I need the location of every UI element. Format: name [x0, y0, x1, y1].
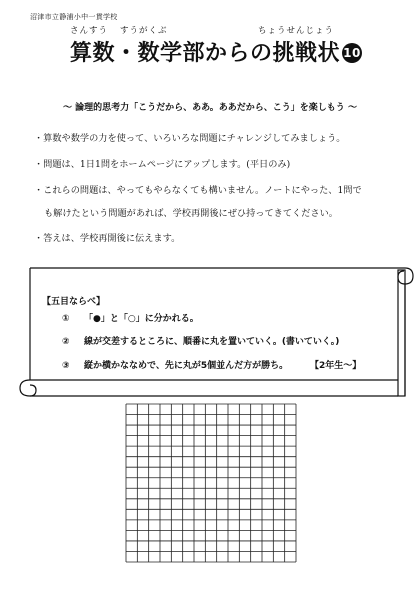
gomoku-board[interactable] [125, 403, 297, 563]
title-ruby-sansu: さんすう [70, 26, 109, 36]
title-ruby-sugakubu: すうがくぶ [120, 26, 168, 36]
intro-item: ・答えは、学校再開後に伝えます。 [34, 233, 181, 244]
rule-number: ③ [62, 361, 70, 371]
school-name: 沼津市立静浦小中一貫学校 [30, 13, 118, 21]
rule-item [62, 358, 288, 371]
rule-number: ② [62, 337, 70, 347]
subtitle: ～ 論理的思考力「こうだから、ああ。ああだから、こう」を楽しもう ～ [63, 103, 357, 113]
rule-text: 線が交差するところに、順番に丸を置いていく。(書いていく。) [84, 337, 340, 347]
title-text: 算数・数学部からの挑戦状 [70, 41, 341, 66]
intro-item: ・算数や数学の力を使って、いろいろな問題にチャレンジしてみましょう。 [34, 133, 346, 144]
rule-item [62, 334, 339, 347]
intro-item: ・これらの問題は、やってもやらなくても構いません。ノートにやった、1問で [34, 185, 362, 196]
title-ruby-chosenjo: ちょうせんじょう [258, 26, 335, 36]
rule-text: 縦か横かななめで、先に丸が5個並んだ方が勝ち。 [84, 361, 289, 371]
grade-label: 【2年生～】 [310, 361, 362, 371]
intro-item-continued: も解けたという問題があれば、学校再開後にぜひ持ってきてください。 [44, 208, 338, 219]
rule-text: 「●」と「○」に分かれる。 [84, 314, 199, 324]
rule-item [62, 311, 199, 324]
rule-number: ① [62, 314, 70, 324]
issue-number-badge: 10 [342, 43, 362, 63]
intro-item: ・問題は、1日1問をホームページにアップします。(平日のみ) [34, 159, 291, 170]
rules-title: 【五目ならべ】 [42, 297, 106, 307]
